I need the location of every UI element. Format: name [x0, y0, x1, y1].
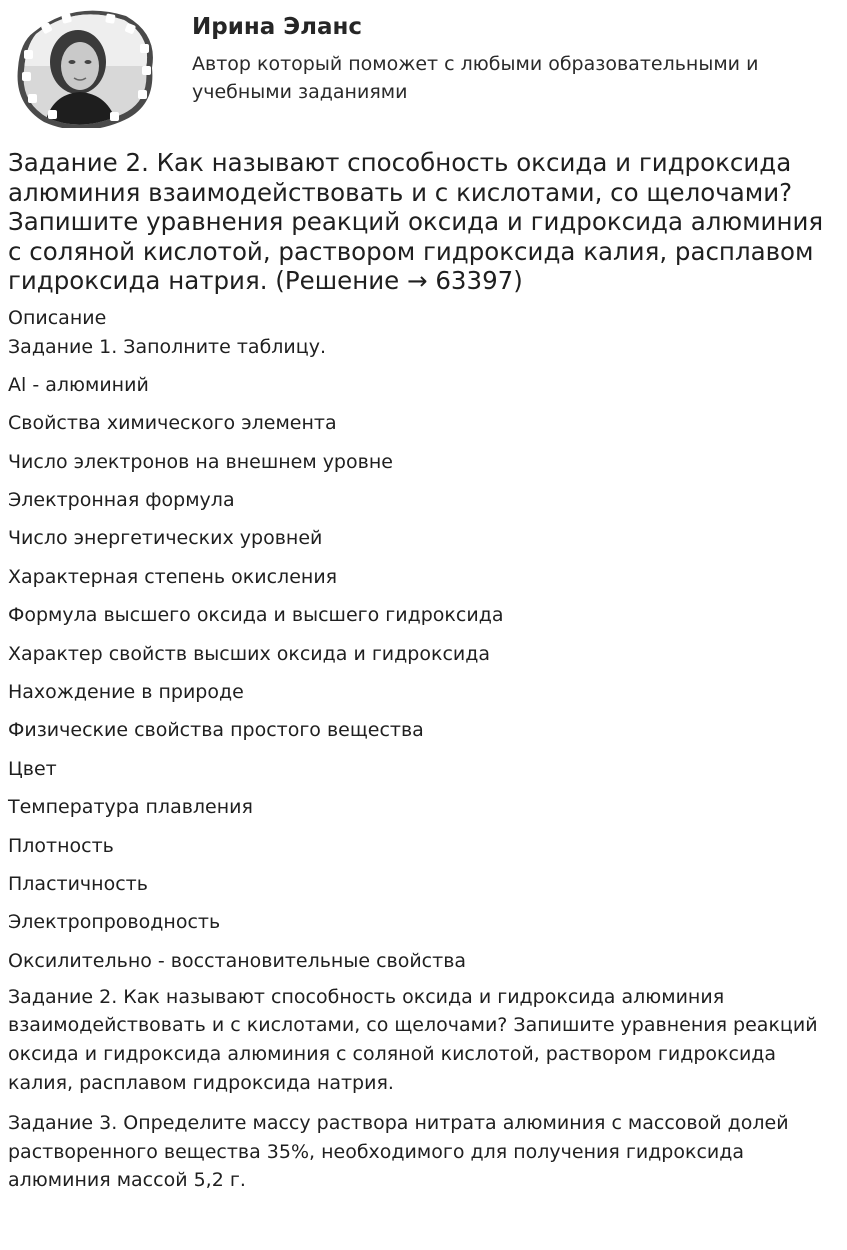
description-label: Описание	[8, 306, 107, 329]
author-name[interactable]: Ирина Эланс	[192, 14, 363, 40]
list-item: Температура плавления	[8, 796, 253, 819]
author-description: Автор который поможет с любыми образовательными и учебными заданиями	[192, 53, 759, 103]
task-3-text: Задание 3. Определите массу раствора нитрата алюминия с массовой долей растворенного вещества 35%, необходимого для получения гидроксида алюминия массой 5,2 г.	[8, 1112, 789, 1192]
page-title: Задание 2. Как называют способность оксида и гидроксида алюминия взаимодействовать и с кислотами, со щелочами? Запишите уравнения реакций оксида и гидроксида алюминия с соляной кислотой, раствором гидроксида калия, расплавом гидроксида натрия. (Решение → 63397)	[8, 148, 824, 295]
list-item: Формула высшего оксида и высшего гидроксида	[8, 604, 504, 627]
list-item: Число электронов на внешнем уровне	[8, 450, 393, 473]
author-header	[8, 0, 839, 140]
task-2-text: Задание 2. Как называют способность оксида и гидроксида алюминия взаимодействовать и с кислотами, со щелочами? Запишите уравнения реакций оксида и гидроксида алюминия с соляной кислотой, раствором гидроксида калия, расплавом гидроксида натрия.	[8, 985, 818, 1094]
list-item: Цвет	[8, 757, 57, 780]
list-item: Свойства химического элемента	[8, 412, 337, 435]
list-item: Нахождение в природе	[8, 681, 244, 704]
list-item: Оксилительно - восстановительные свойства	[8, 949, 467, 972]
list-item: Характерная степень окисления	[8, 565, 338, 588]
list-item: Физические свойства простого вещества	[8, 719, 424, 742]
list-item: Характер свойств высших оксида и гидроксида	[8, 642, 491, 665]
list-item: Пластичность	[8, 872, 148, 895]
table-items-list	[8, 371, 839, 975]
list-item: Электронная формула	[8, 489, 235, 512]
list-item: Плотность	[8, 834, 114, 857]
list-item: Число энергетических уровней	[8, 527, 323, 550]
author-avatar[interactable]	[14, 6, 160, 128]
list-item: Al - алюминий	[8, 373, 149, 396]
list-item: Электропроводность	[8, 911, 221, 934]
task-1-text: Задание 1. Заполните таблицу.	[8, 335, 326, 358]
